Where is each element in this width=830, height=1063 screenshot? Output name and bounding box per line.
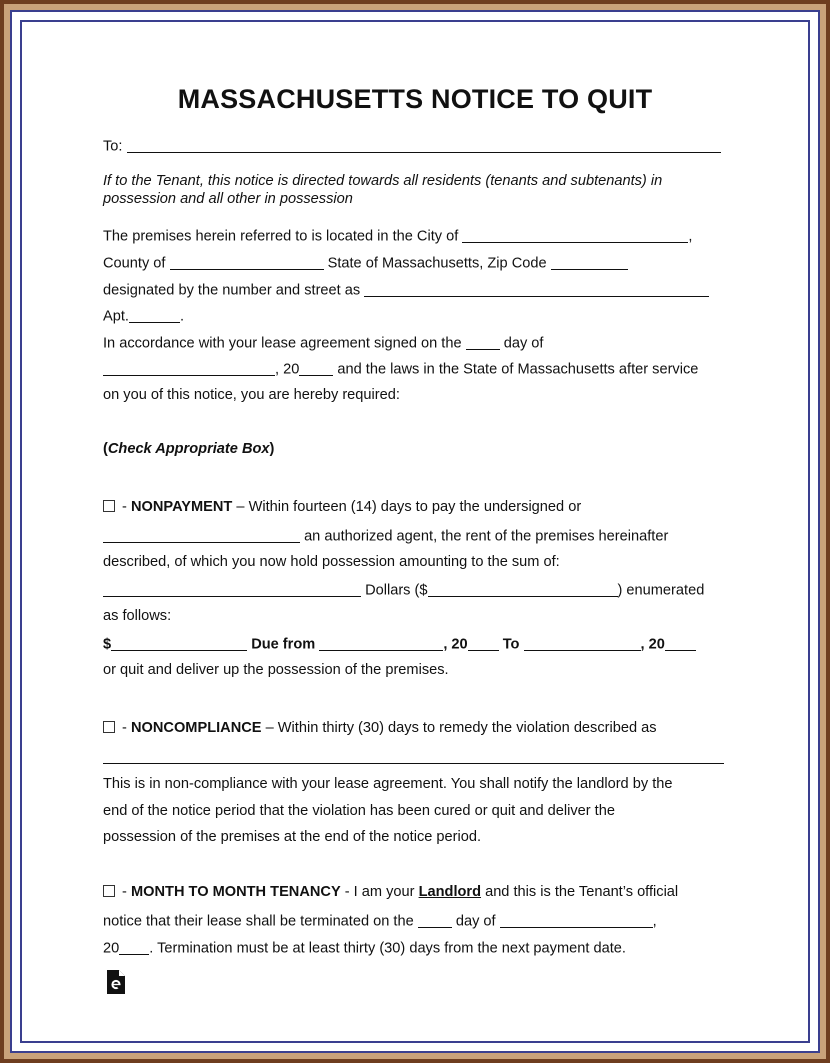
due-from-label: Due from xyxy=(251,636,316,653)
noncompliance-text-1: – Within thirty (30) days to remedy the violation described as xyxy=(265,720,657,736)
page-title: MASSACHUSETTS NOTICE TO QUIT xyxy=(177,84,653,114)
county-line xyxy=(103,254,628,272)
state-zip-text: State of Massachusetts, Zip Code xyxy=(327,255,547,272)
nonpayment-line-3: described, of which you now hold possession amounting to the sum of: xyxy=(103,554,560,570)
landlord-label: Landlord xyxy=(418,884,482,900)
year-prefix: , 20 xyxy=(275,361,300,378)
month-line-2: notice that their lease shall be terminated on the day of , xyxy=(103,913,657,930)
apt-blank[interactable] xyxy=(129,307,180,323)
dollars-words-blank[interactable] xyxy=(103,581,361,597)
to-line xyxy=(103,137,721,155)
due-from-blank[interactable] xyxy=(319,635,443,651)
dollars-label: Dollars ($ xyxy=(365,582,428,599)
intro-line-2: possession and all other in possession xyxy=(103,191,353,207)
noncompliance-checkbox[interactable] xyxy=(103,721,115,733)
check-box-label: Check Appropriate Box xyxy=(107,441,270,457)
termination-year-blank[interactable] xyxy=(119,939,149,955)
nonpayment-checkbox[interactable] xyxy=(103,500,115,512)
enumerated-text: ) enumerated xyxy=(617,582,705,599)
check-box-instruction: (Check Appropriate Box) xyxy=(103,441,275,457)
lease-line xyxy=(103,334,543,352)
intro-line-1: If to the Tenant, this notice is directed towards all residents (tenants and subtenants) in xyxy=(103,173,663,189)
noncompliance-line-3: end of the notice period that the violation has been cured or quit and deliver the xyxy=(103,803,615,819)
due-from-year-blank[interactable] xyxy=(468,635,499,651)
due-to-year-blank[interactable] xyxy=(665,635,696,651)
nonpayment-text-1: – Within fourteen (14) days to pay the undersigned or xyxy=(236,499,582,515)
premises-text: The premises herein referred to is located in the City of xyxy=(103,228,459,245)
day-of-text: day of xyxy=(503,335,544,352)
apt-label: Apt. xyxy=(103,308,129,325)
laws-text: and the laws in the State of Massachusetts after service xyxy=(337,361,699,378)
county-blank[interactable] xyxy=(170,254,324,270)
dollars-amount-blank[interactable] xyxy=(428,581,618,597)
to-blank[interactable] xyxy=(127,137,721,153)
designated-text: designated by the number and street as xyxy=(103,282,361,299)
month-line-3: 20 . Termination must be at least thirty (30) days from the next payment date. xyxy=(103,940,626,957)
nonpayment-line-4 xyxy=(103,581,704,599)
nonpayment-text-2: an authorized agent, the rent of the premises hereinafter xyxy=(304,528,669,545)
due-to-label: To xyxy=(502,636,520,653)
apt-line: Apt. . xyxy=(103,308,185,325)
noncompliance-heading: NONCOMPLIANCE xyxy=(130,720,262,736)
termination-day-blank[interactable] xyxy=(418,912,452,928)
lease-day-blank[interactable] xyxy=(466,334,500,350)
to-label: To: xyxy=(103,138,123,155)
street-blank[interactable] xyxy=(364,281,709,297)
nonpayment-line-2 xyxy=(103,527,668,545)
termination-month-blank[interactable] xyxy=(500,912,653,928)
agent-blank[interactable] xyxy=(103,527,300,543)
violation-blank[interactable] xyxy=(103,763,724,764)
due-line: $ Due from , 20 To , 20 xyxy=(103,635,696,653)
premises-line: The premises herein referred to is located in the City of , xyxy=(103,228,693,245)
lease-month-blank[interactable] xyxy=(103,360,275,376)
noncompliance-line-4: possession of the premises at the end of the notice period. xyxy=(103,829,482,845)
street-line xyxy=(103,281,709,299)
month-line-1: - MONTH TO MONTH TENANCY - I am your Landlord and this is the Tenant’s official xyxy=(103,884,678,900)
as-follows-line: as follows: xyxy=(103,608,172,624)
noncompliance-line-2: This is in non-compliance with your lease agreement. You shall notify the landlord by the xyxy=(103,776,673,792)
nonpayment-line-1: - NONPAYMENT – Within fourteen (14) days to pay the undersigned or xyxy=(103,499,581,515)
due-to-blank[interactable] xyxy=(524,635,641,651)
county-label: County of xyxy=(103,255,166,272)
zip-blank[interactable] xyxy=(551,254,628,270)
quit-line: or quit and deliver up the possession of the premises. xyxy=(103,662,449,678)
city-blank[interactable] xyxy=(462,227,688,243)
month-to-month-checkbox[interactable] xyxy=(103,885,115,897)
nonpayment-heading: NONPAYMENT xyxy=(130,499,233,515)
eforms-logo-icon xyxy=(107,970,125,994)
month-to-month-heading: MONTH TO MONTH TENANCY xyxy=(130,884,341,900)
lease-year-blank[interactable] xyxy=(299,360,333,376)
due-amount-blank[interactable] xyxy=(111,635,247,651)
accordance-text: In accordance with your lease agreement signed on the xyxy=(103,335,462,352)
required-line: on you of this notice, you are hereby required: xyxy=(103,387,400,403)
noncompliance-line-1: - NONCOMPLIANCE – Within thirty (30) days to remedy the violation described as xyxy=(103,720,657,736)
lease-date-line xyxy=(103,360,698,378)
